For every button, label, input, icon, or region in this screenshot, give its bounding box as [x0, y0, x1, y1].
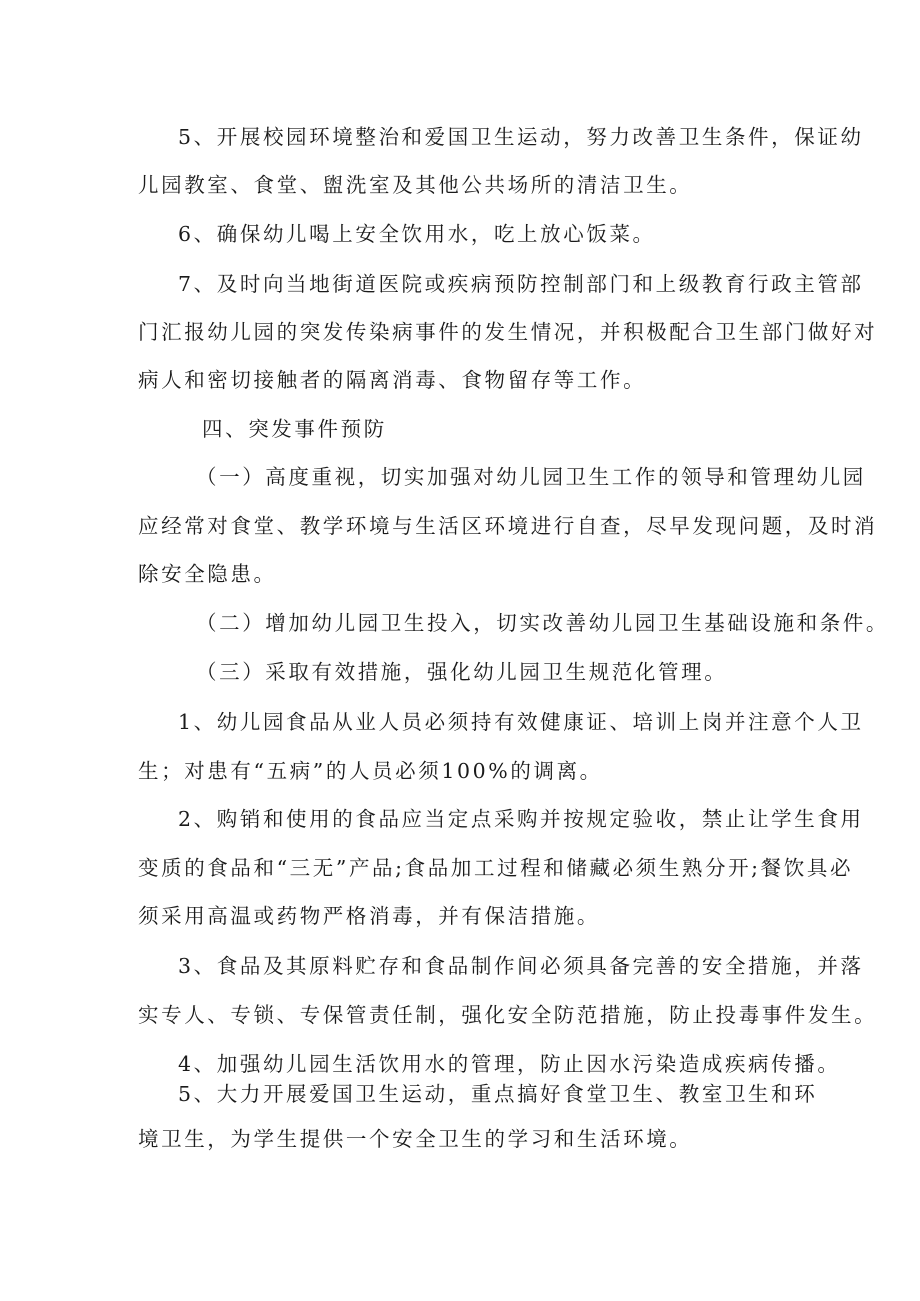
paragraph-line-14: 生；对患有“五病”的人员必须100%的调离。 [138, 759, 603, 783]
paragraph-line-21: 5、大力开展爱国卫生运动，重点搞好食堂卫生、教室卫生和环 [178, 1082, 818, 1106]
paragraph-line-6: 病人和密切接触者的隔离消毒、食物留存等工作。 [138, 368, 647, 392]
paragraph-line-9: 应经常对食堂、教学环境与生活区环境进行自查，尽早发现问题，及时消 [138, 514, 878, 538]
paragraph-line-20: 4、加强幼儿园生活饮用水的管理，防止因水污染造成疾病传播。 [178, 1052, 841, 1076]
paragraph-line-5: 门汇报幼儿园的突发传染病事件的发生情况，并积极配合卫生部门做好对 [138, 320, 878, 344]
paragraph-line-12: （三）采取有效措施，强化幼儿园卫生规范化管理。 [196, 660, 728, 684]
paragraph-line-22: 境卫生，为学生提供一个安全卫生的学习和生活环境。 [138, 1127, 693, 1151]
paragraph-line-17: 须采用高温或药物严格消毒，并有保洁措施。 [138, 904, 600, 928]
paragraph-line-8: （一）高度重视，切实加强对幼儿园卫生工作的领导和管理幼儿园 [196, 465, 866, 489]
paragraph-line-15: 2、购销和使用的食品应当定点采购并按规定验收，禁止让学生食用 [178, 807, 864, 831]
paragraph-line-19: 实专人、专锁、专保管责任制，强化安全防范措施，防止投毒事件发生。 [138, 1003, 878, 1027]
paragraph-line-3: 6、确保幼儿喝上安全饮用水，吃上放心饭菜。 [178, 222, 656, 246]
paragraph-line-18: 3、食品及其原料贮存和食品制作间必须具备完善的安全措施，并落 [178, 954, 864, 978]
paragraph-line-10: 除安全隐患。 [138, 562, 277, 586]
paragraph-line-1: 5、开展校园环境整治和爱国卫生运动，努力改善卫生条件，保证幼 [178, 125, 864, 149]
paragraph-line-4: 7、及时向当地街道医院或疾病预防控制部门和上级教育行政主管部 [178, 272, 864, 296]
paragraph-line-13: 1、幼儿园食品从业人员必须持有效健康证、培训上岗并注意个人卫 [178, 710, 864, 734]
section-heading: 四、突发事件预防 [202, 417, 387, 441]
paragraph-line-16: 变质的食品和“三无”产品;食品加工过程和储藏必须生熟分开;餐饮具必 [138, 856, 854, 880]
paragraph-line-11: （二）增加幼儿园卫生投入，切实改善幼儿园卫生基础设施和条件。 [196, 611, 889, 635]
paragraph-line-2: 儿园教室、食堂、盥洗室及其他公共场所的清洁卫生。 [138, 173, 693, 197]
